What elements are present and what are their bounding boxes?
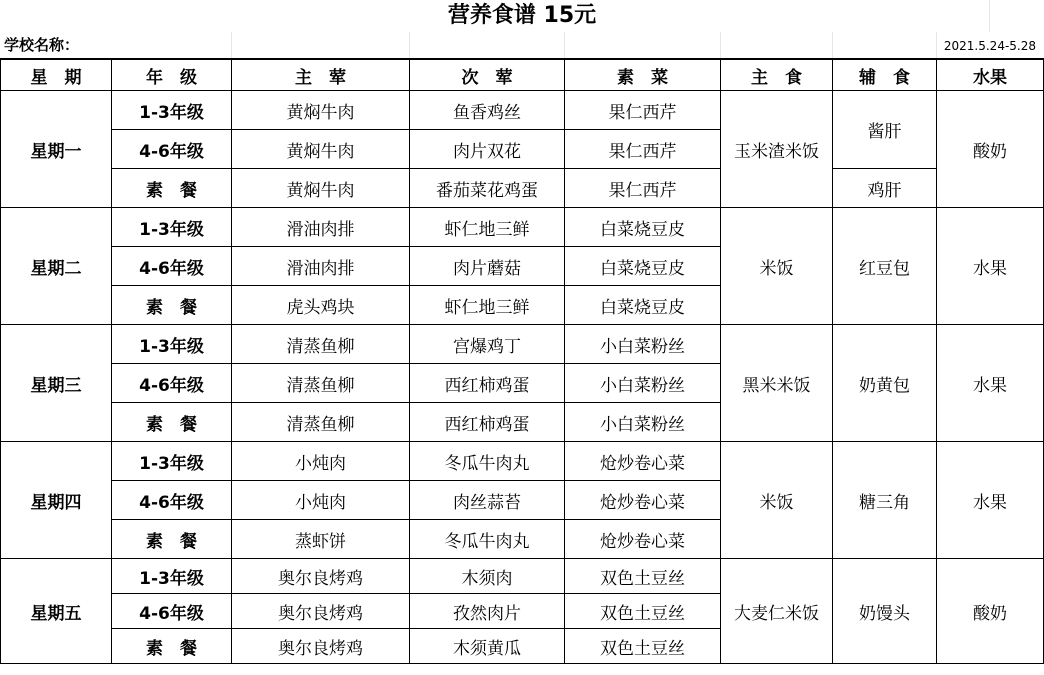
grade-cell: 1-3年级 bbox=[112, 442, 232, 481]
table-row bbox=[1, 169, 1044, 208]
grade-cell: 4-6年级 bbox=[112, 247, 232, 286]
vegetable-cell: 果仁西芹 bbox=[565, 91, 721, 130]
header-vegetable: 素 菜 bbox=[565, 60, 721, 91]
fruit-cell: 水果 bbox=[937, 325, 1044, 442]
vegetable-cell: 炝炒卷心菜 bbox=[565, 520, 721, 559]
secondary-dish-cell: 肉丝蒜苔 bbox=[410, 481, 565, 520]
secondary-dish-cell: 肉片蘑菇 bbox=[410, 247, 565, 286]
side-cell: 红豆包 bbox=[833, 208, 937, 325]
header-row bbox=[1, 60, 1044, 91]
side-cell: 鸡肝 bbox=[833, 169, 937, 208]
day-cell: 星期一 bbox=[1, 91, 112, 208]
main-dish-cell: 滑油肉排 bbox=[232, 247, 410, 286]
side-cell: 奶黄包 bbox=[833, 325, 937, 442]
grade-cell: 素 餐 bbox=[112, 169, 232, 208]
vegetable-cell: 双色土豆丝 bbox=[565, 629, 721, 664]
secondary-dish-cell: 冬瓜牛肉丸 bbox=[410, 442, 565, 481]
day-cell: 星期五 bbox=[1, 559, 112, 664]
main-dish-cell: 虎头鸡块 bbox=[232, 286, 410, 325]
main-dish-cell: 清蒸鱼柳 bbox=[232, 403, 410, 442]
main-dish-cell: 奥尔良烤鸡 bbox=[232, 594, 410, 629]
day-cell: 星期三 bbox=[1, 325, 112, 442]
secondary-dish-cell: 冬瓜牛肉丸 bbox=[410, 520, 565, 559]
vegetable-cell: 白菜烧豆皮 bbox=[565, 247, 721, 286]
vegetable-cell: 小白菜粉丝 bbox=[565, 403, 721, 442]
header-main-meat: 主 荤 bbox=[232, 60, 410, 91]
vegetable-cell: 炝炒卷心菜 bbox=[565, 442, 721, 481]
grade-cell: 1-3年级 bbox=[112, 91, 232, 130]
header-fruit: 水果 bbox=[937, 60, 1044, 91]
secondary-dish-cell: 虾仁地三鲜 bbox=[410, 286, 565, 325]
grade-cell: 素 餐 bbox=[112, 520, 232, 559]
fruit-cell: 酸奶 bbox=[937, 91, 1044, 208]
fruit-cell: 水果 bbox=[937, 208, 1044, 325]
main-dish-cell: 奥尔良烤鸡 bbox=[232, 559, 410, 594]
main-dish-cell: 滑油肉排 bbox=[232, 208, 410, 247]
main-dish-cell: 小炖肉 bbox=[232, 481, 410, 520]
secondary-dish-cell: 孜然肉片 bbox=[410, 594, 565, 629]
staple-cell: 米饭 bbox=[721, 442, 833, 559]
staple-cell: 米饭 bbox=[721, 208, 833, 325]
vegetable-cell: 果仁西芹 bbox=[565, 130, 721, 169]
table-row bbox=[1, 325, 1044, 364]
side-cell: 酱肝 bbox=[833, 91, 937, 169]
main-dish-cell: 清蒸鱼柳 bbox=[232, 325, 410, 364]
grade-cell: 1-3年级 bbox=[112, 325, 232, 364]
grade-cell: 4-6年级 bbox=[112, 130, 232, 169]
school-name-label: 学校名称： bbox=[4, 36, 80, 54]
staple-cell: 黑米米饭 bbox=[721, 325, 833, 442]
header-side: 辅 食 bbox=[833, 60, 937, 91]
grade-cell: 1-3年级 bbox=[112, 559, 232, 594]
table-row bbox=[1, 559, 1044, 594]
side-cell: 奶馒头 bbox=[833, 559, 937, 664]
grade-cell: 素 餐 bbox=[112, 286, 232, 325]
table-row bbox=[1, 91, 1044, 130]
day-cell: 星期四 bbox=[1, 442, 112, 559]
main-dish-cell: 蒸虾饼 bbox=[232, 520, 410, 559]
header-staple: 主 食 bbox=[721, 60, 833, 91]
vegetable-cell: 炝炒卷心菜 bbox=[565, 481, 721, 520]
secondary-dish-cell: 宫爆鸡丁 bbox=[410, 325, 565, 364]
table-row bbox=[1, 208, 1044, 247]
date-range: 2021.5.24-5.28 bbox=[943, 39, 1036, 53]
main-dish-cell: 黄焖牛肉 bbox=[232, 91, 410, 130]
vegetable-cell: 白菜烧豆皮 bbox=[565, 286, 721, 325]
secondary-dish-cell: 番茄菜花鸡蛋 bbox=[410, 169, 565, 208]
grade-cell: 素 餐 bbox=[112, 629, 232, 664]
day-cell: 星期二 bbox=[1, 208, 112, 325]
header-secondary-meat: 次 荤 bbox=[410, 60, 565, 91]
staple-cell: 大麦仁米饭 bbox=[721, 559, 833, 664]
grade-cell: 素 餐 bbox=[112, 403, 232, 442]
page-title: 营养食谱 15元 bbox=[447, 3, 597, 28]
secondary-dish-cell: 肉片双花 bbox=[410, 130, 565, 169]
grade-cell: 4-6年级 bbox=[112, 364, 232, 403]
vegetable-cell: 双色土豆丝 bbox=[565, 559, 721, 594]
vegetable-cell: 双色土豆丝 bbox=[565, 594, 721, 629]
table-row bbox=[1, 442, 1044, 481]
vegetable-cell: 果仁西芹 bbox=[565, 169, 721, 208]
secondary-dish-cell: 西红柿鸡蛋 bbox=[410, 403, 565, 442]
secondary-dish-cell: 鱼香鸡丝 bbox=[410, 91, 565, 130]
menu-table bbox=[0, 59, 1044, 664]
main-dish-cell: 奥尔良烤鸡 bbox=[232, 629, 410, 664]
vegetable-cell: 白菜烧豆皮 bbox=[565, 208, 721, 247]
vegetable-cell: 小白菜粉丝 bbox=[565, 325, 721, 364]
header-day: 星 期 bbox=[1, 60, 112, 91]
secondary-dish-cell: 木须肉 bbox=[410, 559, 565, 594]
main-dish-cell: 黄焖牛肉 bbox=[232, 130, 410, 169]
staple-cell: 玉米渣米饭 bbox=[721, 91, 833, 208]
main-dish-cell: 小炖肉 bbox=[232, 442, 410, 481]
main-dish-cell: 清蒸鱼柳 bbox=[232, 364, 410, 403]
secondary-dish-cell: 木须黄瓜 bbox=[410, 629, 565, 664]
header-grade: 年 级 bbox=[112, 60, 232, 91]
fruit-cell: 酸奶 bbox=[937, 559, 1044, 664]
secondary-dish-cell: 虾仁地三鲜 bbox=[410, 208, 565, 247]
grade-cell: 4-6年级 bbox=[112, 594, 232, 629]
grade-cell: 1-3年级 bbox=[112, 208, 232, 247]
vegetable-cell: 小白菜粉丝 bbox=[565, 364, 721, 403]
side-cell: 糖三角 bbox=[833, 442, 937, 559]
grade-cell: 4-6年级 bbox=[112, 481, 232, 520]
fruit-cell: 水果 bbox=[937, 442, 1044, 559]
main-dish-cell: 黄焖牛肉 bbox=[232, 169, 410, 208]
secondary-dish-cell: 西红柿鸡蛋 bbox=[410, 364, 565, 403]
